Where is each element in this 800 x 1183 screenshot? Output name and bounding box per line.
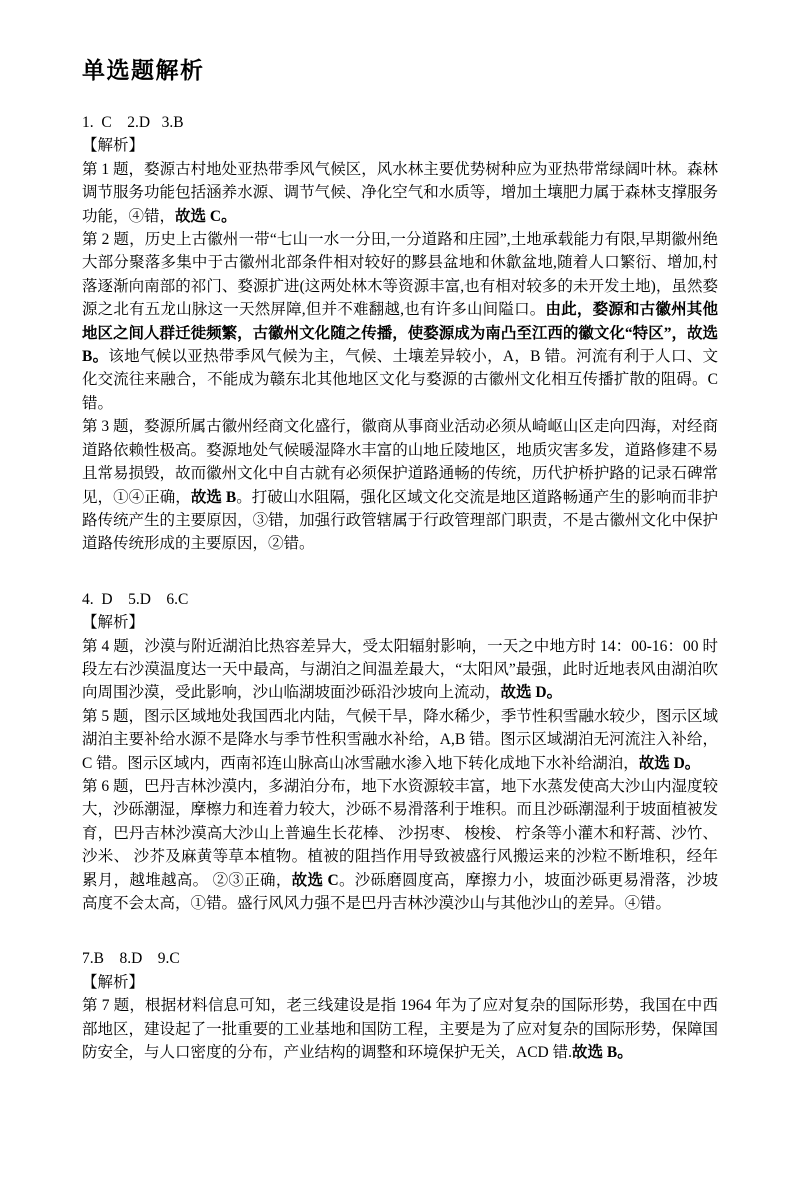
analysis-paragraph <box>82 705 718 775</box>
analysis-text: 该地气候以亚热带季风气候为主，气候、土壤差异较小，A，B 错。河流有利于人口、文化交流往来融合，不能成为赣东北其他地区文化与婺源的古徽州文化相互传播扩散的阻碍。C 错。 <box>82 348 718 412</box>
verdict-text: 故选 D。 <box>500 684 563 702</box>
verdict-text: 故选 C <box>291 871 339 889</box>
analysis-text: 第 4 题，沙漠与附近湖泊比热容差异大，受太阳辐射影响，一天之中地方时 14：00-16：00 时段左右沙漠温度达一天中最高，与湖泊之间温差最大，“太阳风”最强，此时近地表风由湖泊吹向周围沙漠，受此影响，沙山临湖坡面沙砾沿沙坡向上流动， <box>82 637 718 702</box>
analysis-text: 。打破山水阻隔，强化区域文化交流是地区道路畅通产生的影响而非护路传统产生的主要原因，③错，加强行政管辖属于行政管理部门职责，不是古徽州文化中保护道路传统形成的主要原因，②错。 <box>82 488 718 553</box>
analysis-text: 。沙砾磨圆度高，摩擦力小，坡面沙砾更易滑落，沙坡高度不会太高，①错。盛行风风力强不是巴丹吉林沙漠沙山与其他沙山的差异。④错。 <box>82 871 718 912</box>
verdict-text: 故选 C。 <box>175 207 237 225</box>
answer-section-2 <box>82 588 718 916</box>
answer-line: 4. D 5.D 6.C <box>82 590 189 608</box>
verdict-text: 由此，婺源和古徽州其他地区之间人群迁徙频繁，古徽州文化随之传播，使婺源成为南凸至江西的徽文化“特区”，故选 B。 <box>82 301 718 366</box>
analysis-label: 【解析】 <box>82 614 145 632</box>
sections-container <box>82 111 718 1064</box>
analysis-paragraph <box>82 775 718 915</box>
answer-line: 1. C 2.D 3.B <box>82 114 184 131</box>
answer-section-3 <box>82 947 718 1064</box>
page-title: 单选题解析 <box>82 58 205 83</box>
verdict-text: 故选 B。 <box>571 1044 633 1062</box>
analysis-text: 第 2 题，历史上古徽州一带“七山一水一分田,一分道路和庄园”,土地承载能力有限,早期徽州绝大部分聚落多集中于古徽州北部条件相对较好的黟县盆地和休歙盆地,随着人口繁衍、增加,村落逐渐向南部的祁门、婺源扩进(这两处林木等资源丰富,也有相对较多的未开发土地)，虽然婺源之北有五龙山脉这一天然屏障,但并不难翻越,也有许多山间隘口。 <box>82 231 718 319</box>
answer-section-1 <box>82 111 718 556</box>
analysis-paragraph <box>82 415 718 555</box>
analysis-text: 第 1 题，婺源古村地处亚热带季风气候区，风水林主要优势树种应为亚热带常绿阔叶林。森林调节服务功能包括涵养水源、调节气候、净化空气和水质等，增加土壤肥力属于森林支撑服务功能，④错， <box>82 160 718 225</box>
analysis-paragraph <box>82 158 718 228</box>
analysis-text: 第 6 题，巴丹吉林沙漠内，多湖泊分布，地下水资源较丰富，地下水蒸发使高大沙山内湿度较大，沙砾潮湿，摩檫力和连着力较大，沙砾不易滑落利于堆积。而且沙砾潮湿利于坡面植被发育，巴丹吉林沙漠高大沙山上普遍生长花棒、 沙拐枣、 梭梭、 柠条等小灌木和籽蒿、沙竹、沙米、 沙芥及麻黄等草本植物。植被的阻挡作用导致被盛行风搬运来的沙粒不断堆积，经年累月，越堆越高。 ②③正确， <box>82 777 718 889</box>
analysis-text: 第 3 题，婺源所属古徽州经商文化盛行，徽商从事商业活动必须从崎岖山区走向四海，对经商道路依赖性极高。婺源地处气候暖湿降水丰富的山地丘陵地区，地质灾害多发，道路修建不易且常易损毁，故而徽州文化中自古就有必须保护道路通畅的传统，历代护桥护路的记录石碑常见，①④正确， <box>82 418 718 506</box>
analysis-text: 第 7 题，根据材料信息可知，老三线建设是指 1964 年为了应对复杂的国际形势，我国在中西部地区，建设起了一批重要的工业基地和国防工程，主要是为了应对复杂的国际形势，保障国防安全，与人口密度的分布，产业结构的调整和环境保护无关，ACD 错. <box>82 997 718 1062</box>
analysis-label: 【解析】 <box>82 137 145 155</box>
answer-line: 7.B 8.D 9.C <box>82 950 180 968</box>
analysis-paragraph <box>82 228 718 415</box>
analysis-label: 【解析】 <box>82 973 145 991</box>
verdict-text: 故选 B <box>190 488 237 506</box>
verdict-text: 故选 D。 <box>638 754 701 772</box>
analysis-paragraph <box>82 635 718 705</box>
analysis-paragraph <box>82 994 718 1064</box>
analysis-text: 第 5 题，图示区域地处我国西北内陆，气候干旱，降水稀少，季节性积雪融水较少，图示区域湖泊主要补给水源不是降水与季节性积雪融水补给，A,B 错。图示区域湖泊无河流注入补给，C 错。图示区域内，西南祁连山脉高山冰雪融水渗入地下转化成地下水补给湖泊， <box>82 707 718 772</box>
